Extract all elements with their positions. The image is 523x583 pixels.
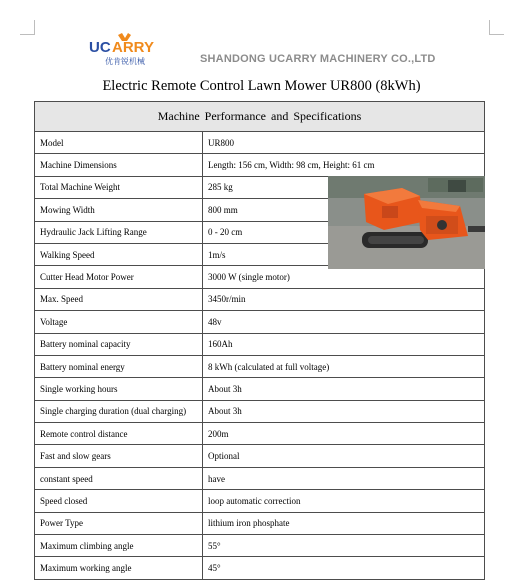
spec-value: loop automatic correction [203,490,485,512]
spec-label: Total Machine Weight [35,176,203,198]
spec-label: constant speed [35,467,203,489]
spec-label: Speed closed [35,490,203,512]
spec-value: 3000 W (single motor) [203,266,485,288]
spec-label: Model [35,132,203,154]
table-row [35,423,485,445]
spec-value: 8 kWh (calculated at full voltage) [203,355,485,377]
spec-label: Battery nominal energy [35,355,203,377]
spec-label: Single working hours [35,378,203,400]
table-row [35,132,485,154]
spec-value: UR800 [203,132,485,154]
lawn-mower-photo [328,176,485,269]
company-name: SHANDONG UCARRY MACHINERY CO.,LTD [200,53,436,65]
spec-value: 3450r/min [203,288,485,310]
spec-value: 160Ah [203,333,485,355]
table-row [35,535,485,557]
spec-label: Machine Dimensions [35,154,203,176]
spec-value: About 3h [203,400,485,422]
svg-text:ARRY: ARRY [112,39,154,56]
spec-label: Walking Speed [35,243,203,265]
spec-value: 55° [203,535,485,557]
spec-value: 45° [203,557,485,579]
spec-value: 1m/s [203,243,485,265]
spec-label: Power Type [35,512,203,534]
table-row [35,333,485,355]
spec-value: lithium iron phosphate [203,512,485,534]
spec-label: Maximum climbing angle [35,535,203,557]
spec-label: Fast and slow gears [35,445,203,467]
spec-label: Battery nominal capacity [35,333,203,355]
table-row [35,400,485,422]
spec-label: Max. Speed [35,288,203,310]
table-row [35,355,485,377]
table-row [35,467,485,489]
table-row [35,490,485,512]
table-row [35,266,485,288]
page-corner-mark-left [20,20,35,35]
ucarry-logo [88,32,180,66]
spec-value: About 3h [203,378,485,400]
table-row [35,154,485,176]
page-corner-mark-right [489,20,504,35]
table-row [35,512,485,534]
spec-value: 0 - 20 cm [203,221,485,243]
table-row [35,311,485,333]
spec-label: Hydraulic Jack Lifting Range [35,221,203,243]
spec-label: Voltage [35,311,203,333]
spec-label: Maximum working angle [35,557,203,579]
spec-value: Optional [203,445,485,467]
spec-label: Single charging duration (dual charging) [35,400,203,422]
spec-value: 800 mm [203,199,485,221]
spec-value: have [203,467,485,489]
table-row [35,445,485,467]
document-title: Electric Remote Control Lawn Mower UR800 (8kWh) [102,78,421,94]
spec-value: 48v [203,311,485,333]
spec-value: Length: 156 cm, Width: 98 cm, Height: 61 cm [203,154,485,176]
table-row [35,557,485,579]
spec-value: 285 kg [203,176,485,198]
spec-value: 200m [203,423,485,445]
svg-text:UC: UC [89,39,111,56]
table-header-row [35,102,485,132]
table-header: Machine Performance and Specifications [35,102,485,132]
table-row [35,378,485,400]
logo-chinese-text: 优肯锐机械 [105,57,145,66]
table-row [35,288,485,310]
spec-label: Remote control distance [35,423,203,445]
spec-label: Mowing Width [35,199,203,221]
spec-label: Cutter Head Motor Power [35,266,203,288]
specifications-table [34,101,485,580]
